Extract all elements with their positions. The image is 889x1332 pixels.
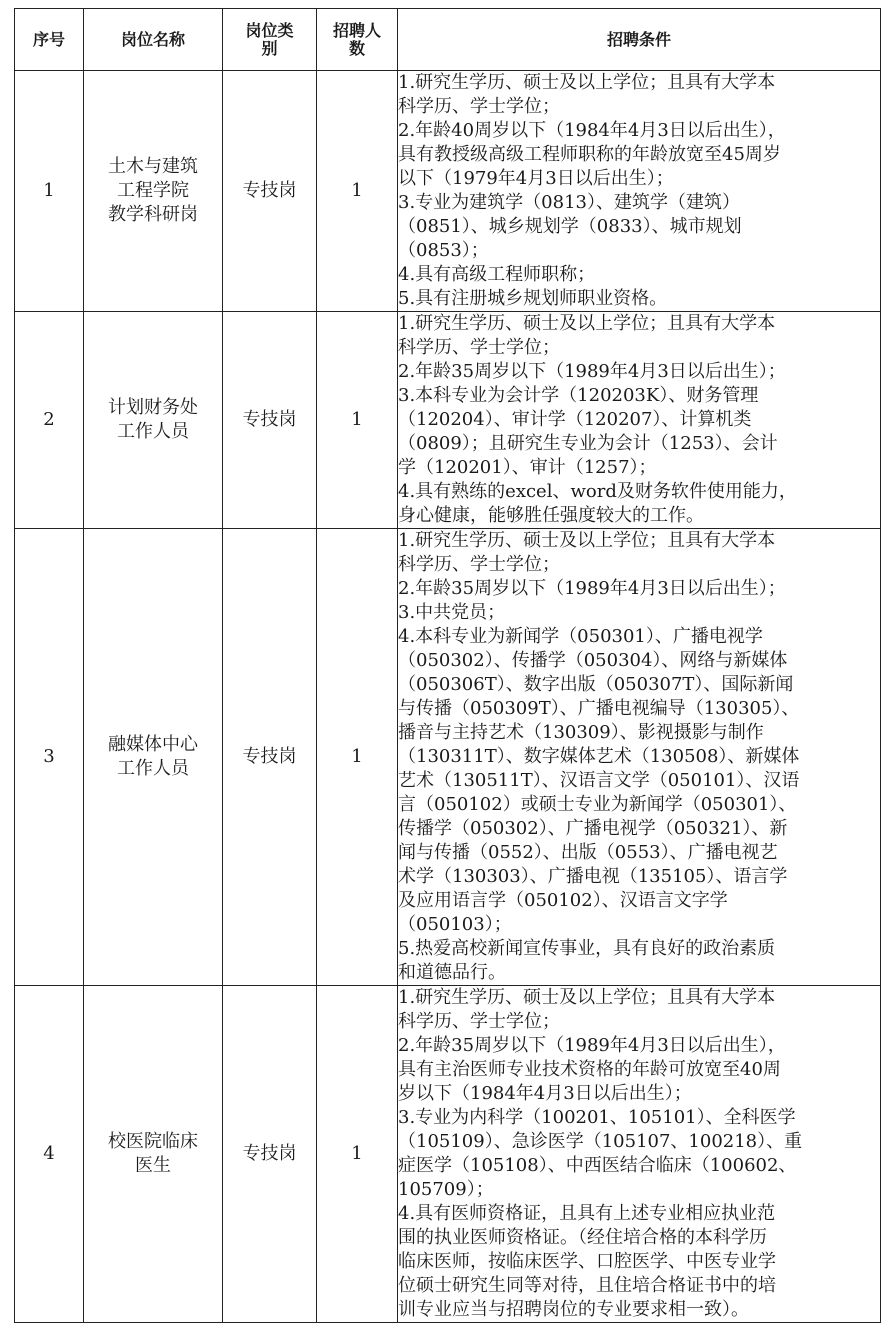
condition-line: 传播学（050302）、广播电视学（050321）、新 xyxy=(398,818,788,839)
condition-line: （0851）、城乡规划学（0833）、城市规划 xyxy=(398,216,742,237)
condition-line: （0809）；且研究生专业为会计（1253）、会计 xyxy=(398,433,778,454)
condition-line: 2.年龄35周岁以下（1989年4月3日以后出生）； xyxy=(398,578,786,599)
condition-line: 3.专业为内科学（100201、105101）、全科医学 xyxy=(398,1107,796,1128)
condition-line: 及应用语言学（050102）、汉语言文字学 xyxy=(398,890,728,911)
position-type: 专技岗 xyxy=(223,71,317,312)
condition-line: 2.年龄40周岁以下（1984年4月3日以后出生）， xyxy=(398,120,786,141)
position-name-line: 工作人员 xyxy=(117,421,189,442)
row-number: 1 xyxy=(15,71,84,312)
header-hire-count: 招聘人 数 xyxy=(317,9,398,71)
condition-line: 1.研究生学历、硕士及以上学位；且具有大学本 xyxy=(398,530,776,551)
condition-line: 科学历、学士学位； xyxy=(398,1011,560,1032)
table-row xyxy=(15,312,881,529)
condition-line: 身心健康，能够胜任强度较大的工作。 xyxy=(398,505,704,526)
condition-line: 具有主治医师专业技术资格的年龄可放宽至40周 xyxy=(398,1059,781,1080)
condition-line: 3.本科专业为会计学（120203K）、财务管理 xyxy=(398,385,759,406)
condition-line: 2.年龄35周岁以下（1989年4月3日以后出生）； xyxy=(398,361,786,382)
condition-line: 5.热爱高校新闻宣传事业，具有良好的政治素质 xyxy=(398,938,776,959)
header-row xyxy=(15,9,881,71)
condition-line: 围的执业医师资格证。（经住培合格的本科学历 xyxy=(398,1227,767,1248)
condition-line: 岁以下（1984年4月3日以后出生）； xyxy=(398,1083,692,1104)
position-name xyxy=(84,71,223,312)
condition-line: （050302）、传播学（050304）、网络与新媒体 xyxy=(398,650,788,671)
condition-line: 位硕士研究生同等对待，且住培合格证书中的培 xyxy=(398,1275,776,1296)
condition-line: （120204）、审计学（120207）、计算机类 xyxy=(398,409,752,430)
position-name-line: 计划财务处 xyxy=(108,397,198,418)
header-position-type: 岗位类 别 xyxy=(223,9,317,71)
condition-line: 4.具有高级工程师职称； xyxy=(398,264,596,285)
hire-count: 1 xyxy=(317,71,398,312)
table-row xyxy=(15,529,881,986)
recruitment-conditions xyxy=(398,71,881,312)
condition-line: 3.专业为建筑学（0813）、建筑学（建筑） xyxy=(398,192,740,213)
condition-line: 播音与主持艺术（130309）、影视摄影与制作 xyxy=(398,722,764,743)
condition-line: 与传播（050309T）、广播电视编导（130305）、 xyxy=(398,698,800,719)
recruitment-conditions xyxy=(398,986,881,1323)
header-conditions: 招聘条件 xyxy=(398,9,881,71)
condition-line: 科学历、学士学位； xyxy=(398,554,560,575)
position-type: 专技岗 xyxy=(223,312,317,529)
condition-line: （050103）； xyxy=(398,914,512,935)
position-name xyxy=(84,986,223,1323)
condition-line: 3.中共党员； xyxy=(398,602,506,623)
row-number: 3 xyxy=(15,529,84,986)
position-name xyxy=(84,529,223,986)
header-position-name: 岗位名称 xyxy=(84,9,223,71)
position-name-line: 工作人员 xyxy=(117,758,189,779)
position-name-line: 工程学院 xyxy=(117,180,189,201)
condition-line: 5.具有注册城乡规划师职业资格。 xyxy=(398,288,668,309)
position-type: 专技岗 xyxy=(223,529,317,986)
condition-line: （105109）、急诊医学（105107、100218）、重 xyxy=(398,1131,803,1152)
condition-line: 训专业应当与招聘岗位的专业要求相一致）。 xyxy=(398,1299,749,1320)
condition-line: （050306T）、数字出版（050307T）、国际新闻 xyxy=(398,674,794,695)
recruitment-conditions xyxy=(398,312,881,529)
condition-line: 4.具有熟练的excel、word及财务软件使用能力， xyxy=(398,481,797,502)
condition-line: 2.年龄35周岁以下（1989年4月3日以后出生）， xyxy=(398,1035,786,1056)
recruitment-table xyxy=(14,8,881,1323)
row-number: 4 xyxy=(15,986,84,1323)
row-number: 2 xyxy=(15,312,84,529)
condition-line: 学（120201）、审计（1257）； xyxy=(398,457,657,478)
position-name-line: 医生 xyxy=(135,1155,171,1176)
condition-line: 以下（1979年4月3日以后出生）； xyxy=(398,168,674,189)
condition-line: 言（050102）或硕士专业为新闻学（050301）、 xyxy=(398,794,797,815)
condition-line: 1.研究生学历、硕士及以上学位；且具有大学本 xyxy=(398,72,776,93)
hire-count: 1 xyxy=(317,312,398,529)
condition-line: 1.研究生学历、硕士及以上学位；且具有大学本 xyxy=(398,987,776,1008)
condition-line: 临床医师，按临床医学、口腔医学、中医专业学 xyxy=(398,1251,776,1272)
table-row xyxy=(15,986,881,1323)
condition-line: 科学历、学士学位； xyxy=(398,96,560,117)
condition-line: 4.具有医师资格证，且具有上述专业相应执业范 xyxy=(398,1203,776,1224)
condition-line: 术学（130303）、广播电视（135105）、语言学 xyxy=(398,866,788,887)
condition-line: （130311T）、数字媒体艺术（130508）、新媒体 xyxy=(398,746,800,767)
condition-line: 105709）； xyxy=(398,1179,494,1200)
position-name-line: 融媒体中心 xyxy=(108,734,198,755)
position-name-line: 教学科研岗 xyxy=(108,204,198,225)
condition-line: 闻与传播（0552）、出版（0553）、广播电视艺 xyxy=(398,842,778,863)
position-name xyxy=(84,312,223,529)
position-name-line: 土木与建筑 xyxy=(108,156,198,177)
position-name-line: 校医院临床 xyxy=(108,1131,198,1152)
hire-count: 1 xyxy=(317,529,398,986)
condition-line: 艺术（130511T）、汉语言文学（050101）、汉语 xyxy=(398,770,800,791)
hire-count: 1 xyxy=(317,986,398,1323)
recruitment-conditions xyxy=(398,529,881,986)
condition-line: 具有教授级高级工程师职称的年龄放宽至45周岁 xyxy=(398,144,781,165)
position-type: 专技岗 xyxy=(223,986,317,1323)
condition-line: 4.本科专业为新闻学（050301）、广播电视学 xyxy=(398,626,763,647)
condition-line: 1.研究生学历、硕士及以上学位；且具有大学本 xyxy=(398,313,776,334)
condition-line: （0853）； xyxy=(398,240,489,261)
condition-line: 症医学（105108）、中西医结合临床（100602、 xyxy=(398,1155,797,1176)
table-row xyxy=(15,71,881,312)
header-no: 序号 xyxy=(15,9,84,71)
condition-line: 科学历、学士学位； xyxy=(398,337,560,358)
condition-line: 和道德品行。 xyxy=(398,962,506,983)
